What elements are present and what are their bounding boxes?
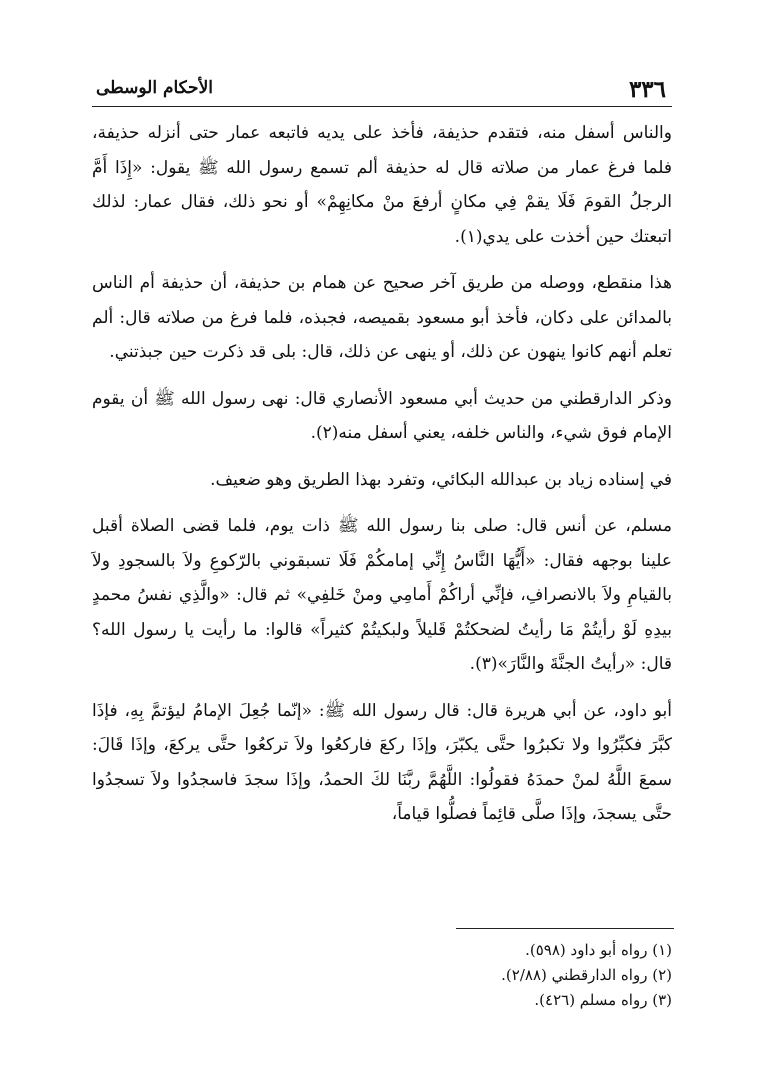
paragraph: أبو داود، عن أبي هريرة قال: قال رسول الله ﷺ: «إنّما جُعِلَ الإمامُ ليؤتمَّ بِهِ، فإذَا كبَّرَ فكبِّرُوا ولا تكبرُوا حتَّى يكبّرَ، وإذَا ركعَ فاركعُوا ولاَ تركعُوا حتَّى يركعَ، وإذَا قَالَ: سمعَ اللَّهُ لمنْ حمدَهُ فقولُوا: اللَّهُمَّ ربَّنَا لكَ الحمدُ، وإذَا سجدَ فاسجدُوا ولاَ تسجدُوا حتَّى يسجدَ، وإذَا صلَّى قائِماً فصلُّوا قياماً، <box>92 700 672 824</box>
running-title: الأحكام الوسطى <box>96 78 213 98</box>
page-header <box>92 72 672 107</box>
page-number: ٣٣٦ <box>628 76 666 103</box>
paragraph: والناس أسفل منه، فتقدم حذيفة، فأخذ على يديه فاتبعه عمار حتى أنزله حذيفة، فلما فرغ عمار من صلاته قال له حذيفة ألم تسمع رسول الله ﷺ يقول: «إِذَا أَمَّ الرجلُ القومَ فَلَا يقمْ فِي مكانٍ أرفعَ منْ مكانِهِمْ» أو نحو ذلك، فقال عمار: لذلك اتبعتك حين أخذت على يدي(١). <box>92 123 672 247</box>
footnotes <box>92 938 672 1013</box>
paragraph: هذا منقطع، ووصله من طريق آخر صحيح عن همام بن حذيفة، أن حذيفة أم الناس بالمدائن على دكان، فأخذ أبو مسعود بقميصه، فجبذه، فلما فرغ من صلاته قال: ألم تعلم أنهم كانوا ينهون عن ذلك، أو ينهى عن ذلك، قال: بلى قد ذكرت حين جبذتني. <box>92 273 672 362</box>
paragraph: مسلم، عن أنس قال: صلى بنا رسول الله ﷺ ذات يوم، فلما قضى الصلاة أقبل علينا بوجهه فقال: «أَيُّهَا النَّاسُ إِنِّي إمامكُمْ فَلَا تسبقوني بالرّكوعِ ولاَ بالسجودِ ولاَ بالقيامِ ولاَ بالانصرافِ، فإنِّي أراكُمْ أَمامِي ومنْ خَلفِي» ثم قال: «والَّذِي نفسُ محمدٍ بيدِهِ لَوْ رأيتُمْ مَا رأيتُ لضحكتُمْ قَليلاً ولبكيتُمْ كثيراً» قالوا: ما رأيت يا رسول الله؟ قال: «رأيتُ الجنَّةَ والنَّارَ»(٣). <box>92 516 672 674</box>
paragraph: في إسناده زياد بن عبدالله البكائي، وتفرد بهذا الطريق وهو ضعيف. <box>210 469 672 490</box>
main-text <box>92 116 672 832</box>
paragraph: وذكر الدارقطني من حديث أبي مسعود الأنصاري قال: نهى رسول الله ﷺ أن يقوم الإمام فوق شيء، والناس خلفه، يعني أسفل منه(٢). <box>92 388 672 443</box>
footnote: (١) رواه أبو داود (٥٩٨). <box>525 941 672 959</box>
footnote-separator <box>456 928 674 929</box>
footnote: (٣) رواه مسلم (٤٢٦). <box>534 991 672 1009</box>
footnote: (٢) رواه الدارقطني (٢/٨٨). <box>501 966 672 984</box>
